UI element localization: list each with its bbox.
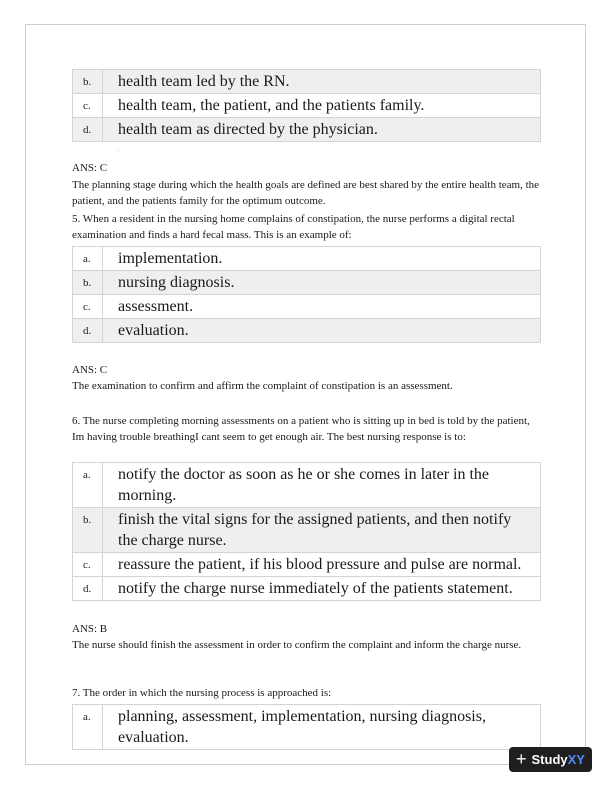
option-row [73,295,541,319]
q6-rationale: The nurse should finish the assessment in order to confirm the complaint and inform the charge nurse. [72,639,522,651]
option-text: health team led by the RN. [103,70,541,94]
option-row [73,553,541,577]
option-text: reassure the patient, if his blood pressure and pulse are normal. [103,553,541,577]
option-text: health team as directed by the physician. [103,118,541,142]
option-letter: c. [73,553,103,577]
option-letter: b. [73,508,103,553]
option-letter: c. [73,295,103,319]
option-letter: a. [73,247,103,271]
q4-rationale: The planning stage during which the health goals are defined are best shared by the entire health team, the patient, and the patients family for the optimum outcome. [72,179,540,207]
option-letter: d. [73,319,103,343]
q7-stem: 7. The order in which the nursing process is approached is: [72,687,332,699]
q6-answer: ANS: B [72,623,108,635]
option-text: assessment. [103,295,541,319]
option-letter: d. [73,577,103,601]
q5-options-table [72,246,541,343]
option-row [73,705,541,750]
studyxy-badge[interactable] [509,747,592,772]
option-text: implementation. [103,247,541,271]
q4-answer: ANS: C [72,162,108,174]
option-row [73,319,541,343]
q6-stem: 6. The nurse completing morning assessments on a patient who is sitting up in bed is told by the patient, Im having trouble breathingI cant seem to get enough air. The best nursing response is to: [72,415,530,443]
q5-answer: ANS: C [72,364,108,376]
q5-stem: 5. When a resident in the nursing home complains of constipation, the nurse performs a digital rectal examination and finds a hard fecal mass. This is an example of: [72,213,515,241]
option-letter: b. [73,271,103,295]
option-text: finish the vital signs for the assigned patients, and then notify the charge nurse. [103,508,541,553]
option-letter: b. [73,70,103,94]
q7-options-table [72,704,541,750]
option-letter: d. [73,118,103,142]
option-row [73,118,541,142]
option-row [73,247,541,271]
stray-dot: . [118,147,120,153]
option-text: notify the charge nurse immediately of the patients statement. [103,577,541,601]
option-letter: a. [73,463,103,508]
option-text: health team, the patient, and the patients family. [103,94,541,118]
brand-name [532,752,585,767]
option-row [73,508,541,553]
option-text: evaluation. [103,319,541,343]
option-row [73,70,541,94]
option-row [73,577,541,601]
brand-name-main: Study [531,752,568,767]
option-row [73,463,541,508]
option-row [73,271,541,295]
q6-options-table [72,462,541,601]
brand-name-accent: XY [567,752,585,767]
option-text: planning, assessment, implementation, nursing diagnosis, evaluation. [103,705,541,750]
option-row [73,94,541,118]
q5-rationale: The examination to confirm and affirm the complaint of constipation is an assessment. [72,380,453,392]
option-letter: a. [73,705,103,750]
q4-options-table [72,69,541,142]
option-letter: c. [73,94,103,118]
option-text: nursing diagnosis. [103,271,541,295]
plus-icon: + [516,748,527,769]
option-text: notify the doctor as soon as he or she comes in later in the morning. [103,463,541,508]
